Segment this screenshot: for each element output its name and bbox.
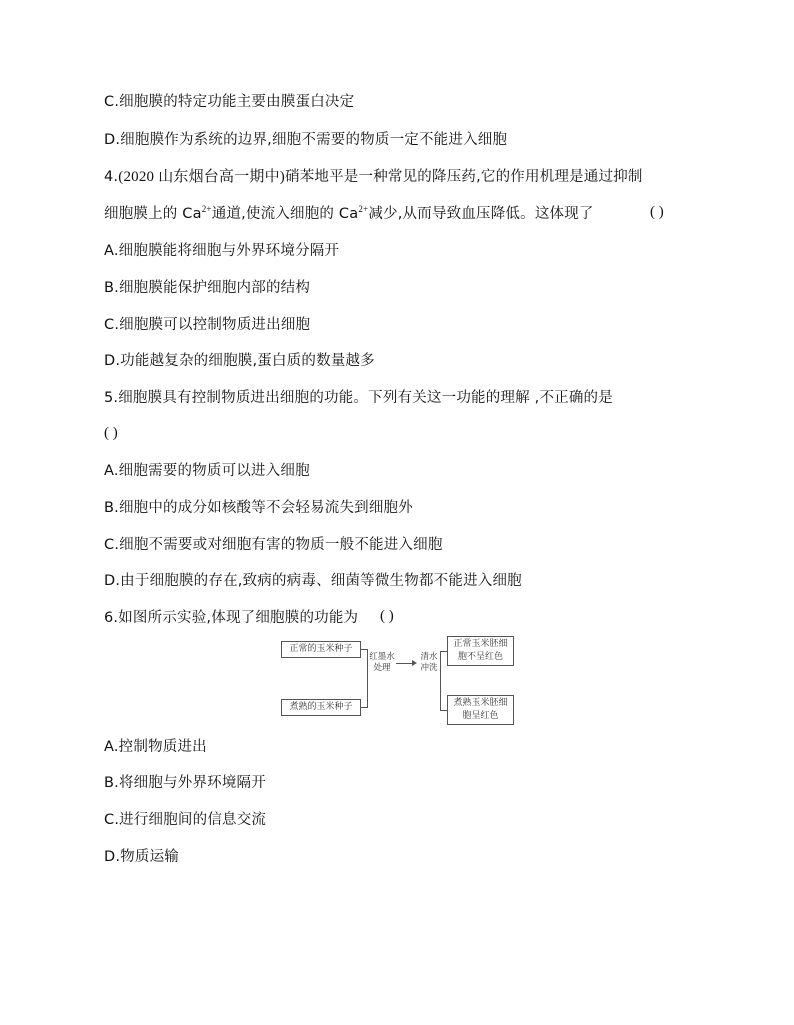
question-5-option-d: D.由于细胞膜的存在,致病的病毒、细菌等微生物都不能进入细胞 [104, 573, 522, 589]
experiment-diagram [278, 636, 518, 728]
question-4-answer-paren: ( ) [650, 204, 664, 220]
connector-boiled-in [440, 710, 447, 711]
label-stain [368, 652, 396, 674]
question-6-stem: 6.如图所示实验,体现了细胞膜的功能为 [104, 610, 359, 626]
question-4-stem-line2 [104, 204, 594, 224]
label-rinse-line1: 清水 [420, 652, 438, 662]
connector-right-bracket [440, 651, 441, 710]
question-4-number: 4. [104, 169, 119, 185]
question-4-option-b: B.细胞膜能保护细胞内部的结构 [104, 280, 311, 296]
text-ca-1: 细胞膜上的 Ca [104, 206, 202, 222]
question-5-stem: 5.细胞膜具有控制物质进出细胞的功能。下列有关这一功能的理解 ,不正确的是 [104, 390, 613, 406]
question-4-option-c: C.细胞膜可以控制物质进出细胞 [104, 317, 311, 333]
text-ca-2: 通道,使流入细胞的 Ca [211, 206, 359, 222]
box-result-normal [447, 636, 514, 666]
box-boiled-seed: 煮熟的玉米种子 [281, 699, 361, 716]
question-6-option-c: C.进行细胞间的信息交流 [104, 812, 267, 828]
question-5-option-b: B.细胞中的成分如核酸等不会轻易流失到细胞外 [104, 500, 413, 516]
question-6-option-d: D.物质运输 [104, 849, 179, 865]
connector-normal-in [440, 651, 447, 652]
question-6-answer-paren: ( ) [380, 608, 394, 624]
result-normal-line2: 胞不呈红色 [457, 652, 503, 662]
box-normal-seed: 正常的玉米种子 [281, 641, 361, 658]
question-4-stem [104, 167, 643, 187]
question-4-text: 硝苯地平是一种常见的降压药,它的作用机理是通过抑制 [285, 169, 643, 185]
label-stain-line1: 红墨水 [369, 652, 395, 662]
question-5-option-a: A.细胞需要的物质可以进入细胞 [104, 463, 310, 479]
question-6-option-b: B.将细胞与外界环境隔开 [104, 775, 266, 791]
superscript-2plus-1: 2+ [201, 204, 212, 214]
text-blood-pressure: 减少,从而导致血压降低。这体现了 [368, 206, 594, 222]
question-4-source: (2020 山东烟台高一期中) [118, 169, 285, 185]
result-boiled-line2: 胞呈红色 [462, 711, 499, 721]
box-result-boiled [447, 695, 514, 725]
superscript-2plus-2: 2+ [358, 204, 369, 214]
question-5-answer-paren: ( ) [104, 425, 118, 441]
question-4-option-a: A.细胞膜能将细胞与外界环境分隔开 [104, 243, 340, 259]
label-rinse-line2: 冲洗 [420, 663, 438, 673]
result-normal-line1: 正常玉米胚细 [453, 639, 508, 649]
question-6-option-a: A.控制物质进出 [104, 739, 207, 755]
process-arrow-line [396, 663, 413, 664]
label-stain-line2: 处理 [373, 663, 391, 673]
question-4-option-d: D.功能越复杂的细胞膜,蛋白质的数量越多 [104, 353, 375, 369]
line-c-membrane-protein: C.细胞膜的特定功能主要由膜蛋白决定 [104, 94, 355, 110]
label-rinse [417, 652, 441, 674]
result-boiled-line1: 煮熟玉米胚细 [453, 698, 508, 708]
line-d-boundary: D.细胞膜作为系统的边界,细胞不需要的物质一定不能进入细胞 [104, 132, 508, 148]
question-5-option-c: C.细胞不需要或对细胞有害的物质一般不能进入细胞 [104, 537, 443, 553]
